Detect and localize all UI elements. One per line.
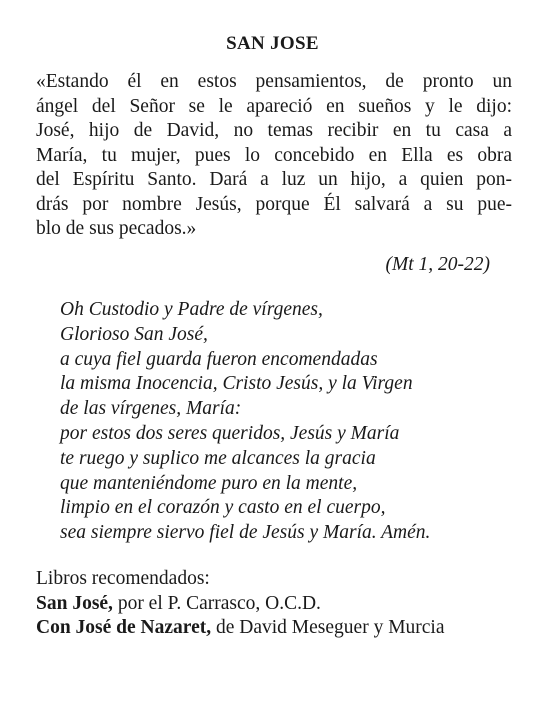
quote-line: drás por nombre Jesús, porque Él salvará a su pue- — [36, 193, 512, 215]
prayer-line: la misma Inocencia, Cristo Jesús, y la Virgen — [60, 373, 413, 395]
page-title: SAN JOSE — [226, 33, 319, 54]
prayer-line: de las vírgenes, María: — [60, 398, 242, 420]
quote-line: «Estando él en estos pensamientos, de pronto un — [36, 71, 512, 92]
prayer-line: Oh Custodio y Padre de vírgenes, — [60, 299, 323, 320]
quote-line: blo de sus pecados.» — [36, 218, 197, 239]
book-title: Con José de Nazaret, — [36, 617, 212, 638]
book-item — [36, 592, 516, 617]
gospel-quote — [36, 70, 512, 242]
book-author: de David Meseguer y Murcia — [211, 617, 445, 638]
prayer-text — [60, 298, 510, 546]
books-heading: Libros recomendados: — [36, 568, 210, 589]
quote-line: del Espíritu Santo. Dará a luz un hijo, a quien pon- — [36, 169, 512, 190]
quote-line: María, tu mujer, pues lo concebido en Ella es obra — [36, 144, 512, 166]
book-item — [36, 616, 516, 641]
quote-line: ángel del Señor se le apareció en sueños y le dijo: — [36, 95, 512, 117]
prayer-line: a cuya fiel guarda fueron encomendadas — [60, 348, 378, 370]
book-title: San José, — [36, 592, 113, 614]
prayer-line: que manteniéndome puro en la mente, — [60, 472, 358, 494]
prayer-line: limpio en el corazón y casto en el cuerpo, — [60, 497, 386, 519]
prayer-line: te ruego y suplico me alcances la gracia — [60, 447, 376, 469]
prayer-line: Glorioso San José, — [60, 323, 208, 345]
prayer-line: por estos dos seres queridos, Jesús y María — [60, 422, 400, 444]
recommended-books — [36, 567, 516, 641]
book-author: por el P. Carrasco, O.C.D. — [112, 592, 321, 614]
scripture-reference: (Mt 1, 20-22) — [385, 254, 490, 275]
quote-line: José, hijo de David, no temas recibir en tu casa a — [36, 120, 512, 141]
prayer-line: sea siempre siervo fiel de Jesús y María. Amén. — [60, 522, 431, 544]
